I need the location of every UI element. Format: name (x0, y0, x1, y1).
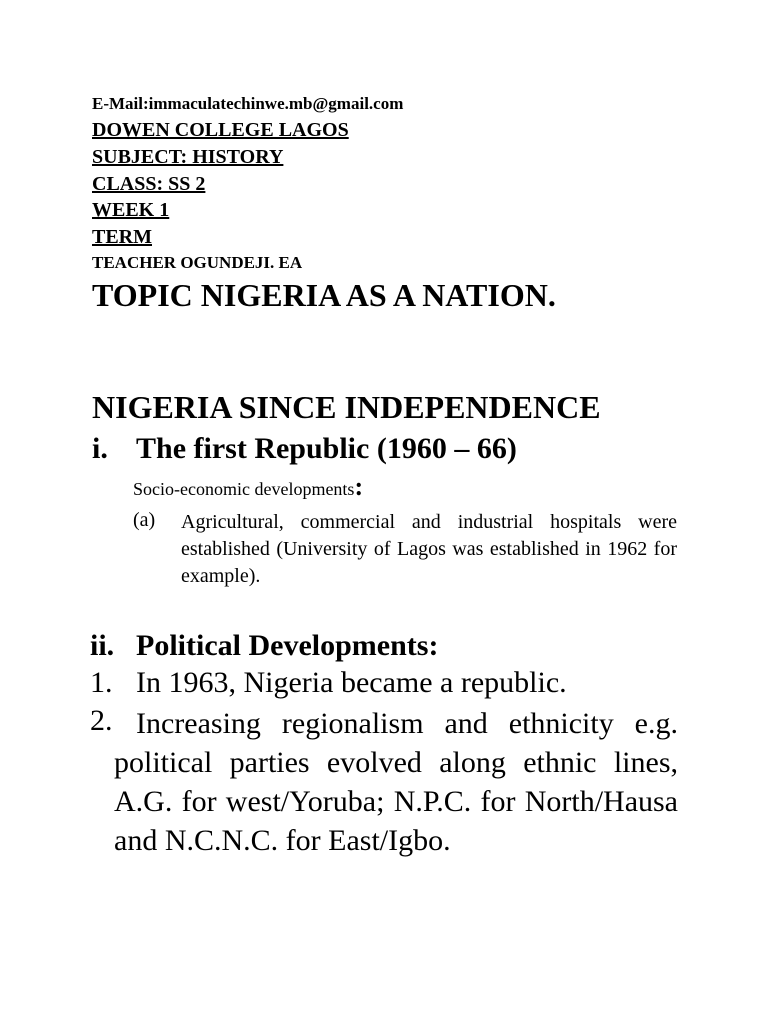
list-item-text: In 1963, Nigeria became a republic. (136, 666, 567, 699)
subject-line: SUBJECT: HISTORY (92, 146, 284, 168)
section-title: NIGERIA SINCE INDEPENDENCE (92, 389, 601, 425)
subsection-number: i. (92, 432, 108, 465)
list-item-number: 1. (90, 666, 113, 699)
term-line: TERM (92, 226, 152, 248)
subheading-colon: : (354, 472, 364, 501)
subsection-number: ii. (90, 629, 115, 662)
subheading-text: Socio-economic developments (133, 479, 355, 499)
email-line: E-Mail:immaculatechinwe.mb@gmail.com (92, 94, 404, 113)
list-item-text (114, 704, 678, 860)
teacher-line: TEACHER OGUNDEJI. EA (92, 253, 303, 272)
list-item-number: 2. (90, 704, 113, 737)
class-line: CLASS: SS 2 (92, 173, 206, 195)
list-item-label: (a) (133, 509, 156, 531)
subsection-title-first-republic: The first Republic (1960 – 66) (136, 432, 517, 465)
list-item-text: Agricultural, commercial and industrial hospitals were established (University of Lagos was established in 1962 for example). (181, 511, 677, 587)
subsection-title-political: Political Developments: (136, 629, 439, 662)
socio-economic-subheading (133, 472, 364, 501)
school-name: DOWEN COLLEGE LAGOS (92, 119, 349, 141)
topic-title: TOPIC NIGERIA AS A NATION. (92, 277, 556, 313)
list-item-body: Increasing regionalism and ethnicity e.g. political parties evolved along ethnic lines, A.G. for west/Yoruba; N.P.C. for North/Hausa and N.C.N.C. for East/Igbo. (114, 707, 678, 857)
week-line: WEEK 1 (92, 199, 170, 221)
